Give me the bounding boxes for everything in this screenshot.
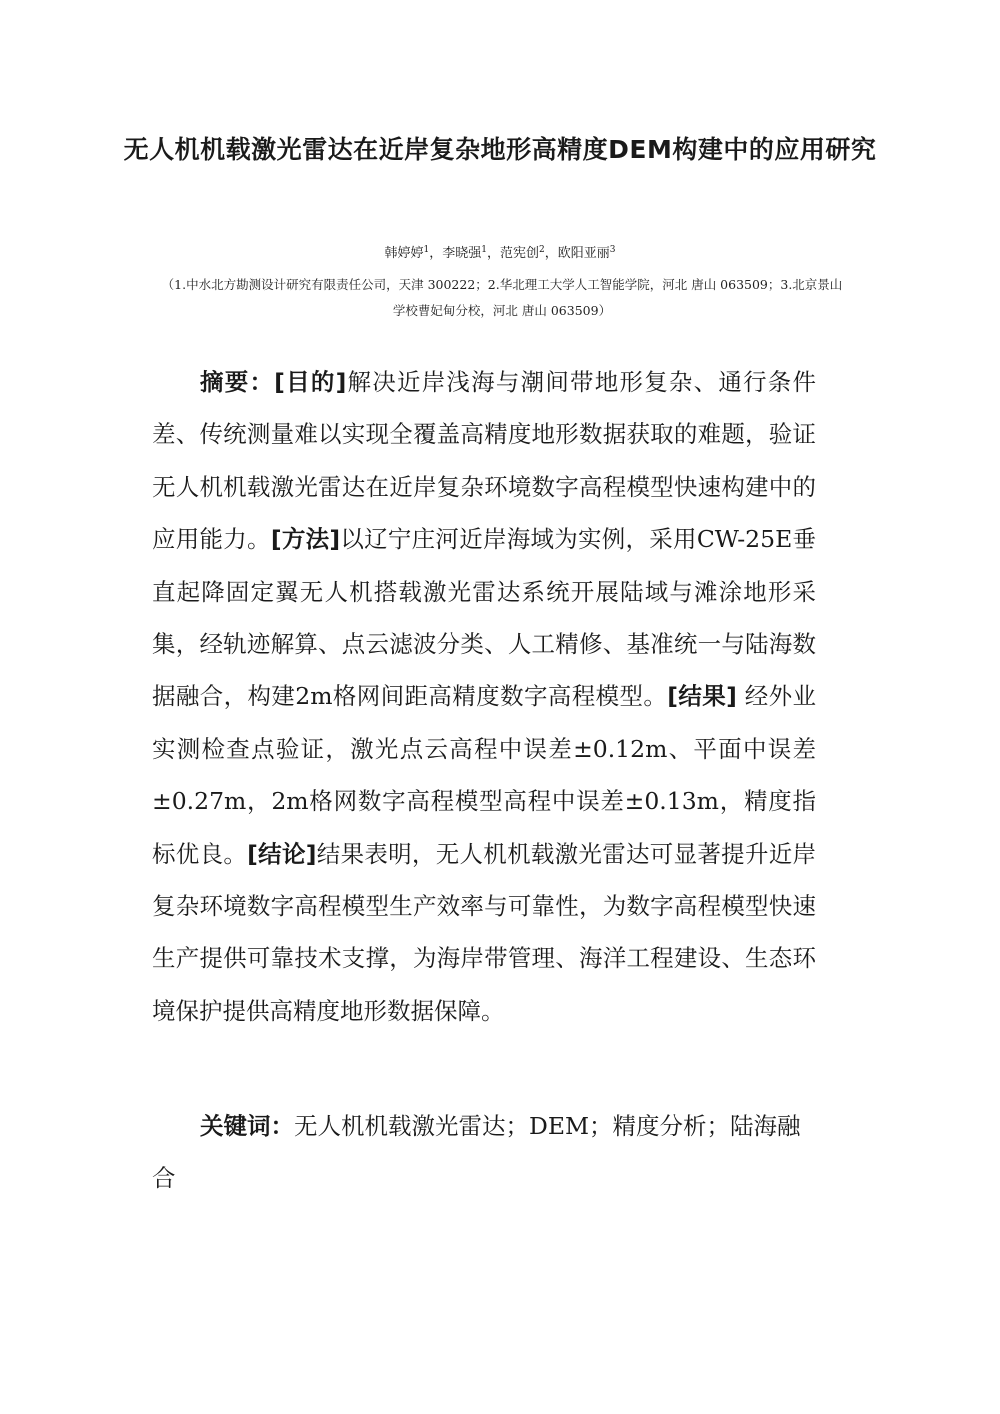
abstract-result-text: 经外业实测检查点验证，激光点云高程中误差±0.12m、平面中误差±0.27m，2m格网数字高程模型高程中误差±0.13m，精度指标优良。 bbox=[152, 682, 816, 868]
author-name: 范宪创 bbox=[500, 246, 540, 261]
affiliations: （1.中水北方勘测设计研究有限责任公司，天津 300222；2.华北理工大学人工智能学院，河北 唐山 063509；3.北京景山学校曹妃甸分校，河北 唐山 063509） bbox=[161, 277, 843, 318]
abstract-method-label: [方法] bbox=[270, 525, 341, 554]
abstract-label: 摘要： bbox=[200, 368, 275, 396]
author-affil-mark: 2 bbox=[539, 245, 545, 255]
author-name: 欧阳亚丽 bbox=[557, 246, 610, 261]
author-name: 韩婷婷 bbox=[384, 246, 424, 261]
author-affil-mark: 1 bbox=[481, 245, 487, 255]
author-separator: ， bbox=[429, 246, 443, 261]
author-separator: ， bbox=[486, 246, 500, 261]
keywords-text: 无人机机载激光雷达；DEM；精度分析；陆海融合 bbox=[152, 1112, 801, 1193]
abstract-method-text: 以辽宁庄河近岸海域为实例，采用CW-25E垂直起降固定翼无人机搭载激光雷达系统开展陆域与滩涂地形采集，经轨迹解算、点云滤波分类、人工精修、基准统一与陆海数据融合，构建2m格网间距高精度数字高程模型。 bbox=[152, 525, 817, 711]
author-list bbox=[100, 240, 900, 264]
abstract-conclusion-label: [结论] bbox=[247, 839, 317, 868]
abstract bbox=[152, 356, 816, 1037]
author-name: 李晓强 bbox=[442, 246, 482, 261]
abstract-conclusion-text: 结果表明，无人机机载激光雷达可显著提升近岸复杂环境数字高程模型生产效率与可靠性，为数字高程模型快速生产提供可靠技术支撑，为海岸带管理、海洋工程建设、生态环境保护提供高精度地形数据保障。 bbox=[152, 839, 817, 1025]
author-affil-mark: 3 bbox=[609, 245, 616, 255]
keywords bbox=[152, 1100, 816, 1205]
keywords-label: 关键词： bbox=[200, 1112, 294, 1140]
paper-title: 无人机机载激光雷达在近岸复杂地形高精度DEM构建中的应用研究 bbox=[123, 135, 877, 164]
author-affil-mark: 1 bbox=[423, 245, 430, 255]
abstract-purpose-label: [目的] bbox=[274, 368, 347, 396]
abstract-purpose-text: 解决近岸浅海与潮间带地形复杂、通行条件差、传统测量难以实现全覆盖高精度地形数据获取的难题，验证无人机机载激光雷达在近岸复杂环境数字高程模型快速构建中的应用能力。 bbox=[152, 368, 817, 554]
author-separator: ， bbox=[544, 246, 558, 261]
abstract-result-label: [结果] bbox=[667, 682, 737, 711]
